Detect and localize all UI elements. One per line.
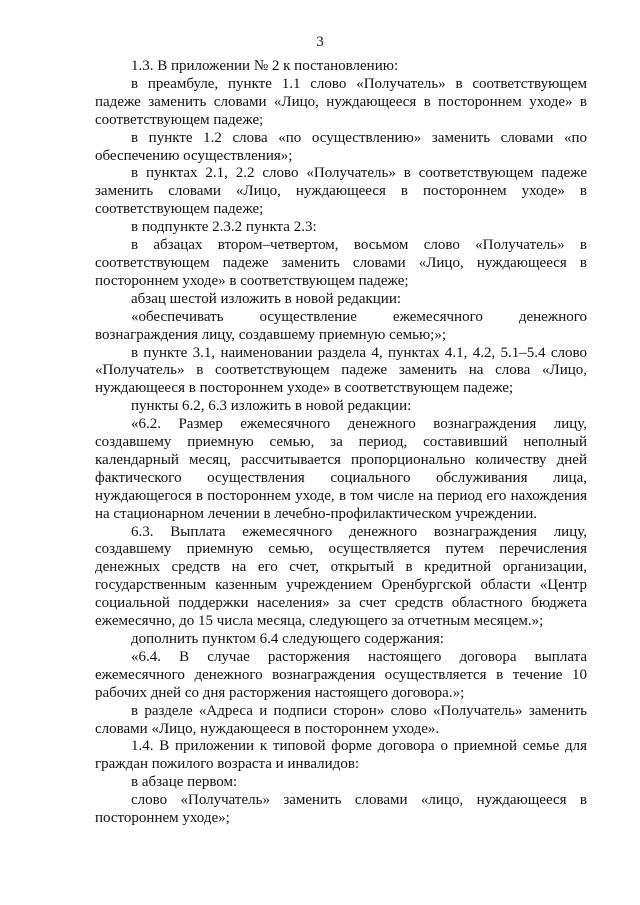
paragraph: в пунктах 2.1, 2.2 слово «Получатель» в соответствующем падеже заменить словами «Лицо, нуждающееся в постороннем уходе» в соответствующем падеже; xyxy=(95,165,587,218)
paragraph: «обеспечивать осуществление ежемесячного денежного вознаграждения лицу, создавшему приемную семью;»; xyxy=(95,308,587,343)
paragraph: в пункте 3.1, наименовании раздела 4, пунктах 4.1, 4.2, 5.1–5.4 слово «Получатель» в соответствующем падеже заменить на слова «Лицо, нуждающееся в постороннем уходе» в соответствующем падеже; xyxy=(95,344,587,397)
paragraph: 1.4. В приложении к типовой форме договора о приемной семье для граждан пожилого возраста и инвалидов: xyxy=(95,738,587,773)
paragraph: слово «Получатель» заменить словами «лицо, нуждающееся в постороннем уходе»; xyxy=(95,792,587,827)
paragraph: в абзацах втором–четвертом, восьмом слово «Получатель» в соответствующем падеже заменить словами «Лицо, нуждающееся в постороннем уходе» в соответствующем падеже; xyxy=(95,237,587,289)
paragraph: абзац шестой изложить в новой редакции: xyxy=(131,290,402,307)
paragraph: 1.3. В приложении № 2 к постановлению: xyxy=(131,58,399,74)
paragraph: пункты 6.2, 6.3 изложить в новой редакции: xyxy=(131,398,412,415)
paragraph: «6.2. Размер ежемесячного денежного вознаграждения лицу, создавшему приемную семью, за период, составивший неполный календарный месяц, рассчитывается пропорционально количеству дней фактического осуществления социального обслуживания лица, нуждающегося в постороннем уходе, в том числе на период его нахождения на стационарном лечении в лечебно-профилактическом учреждении. xyxy=(95,416,587,522)
page-number: 3 xyxy=(316,34,324,50)
paragraph: «6.4. В случае расторжения настоящего договора выплата ежемесячного денежного вознаграждения осуществляется в течение 10 рабочих дней со дня расторжения настоящего договора.»; xyxy=(95,648,587,701)
paragraph: в преамбуле, пункте 1.1 слово «Получатель» в соответствующем падеже заменить словами «Лицо, нуждающееся в постороннем уходе» в соответствующем падеже; xyxy=(95,75,587,128)
paragraph: 6.3. Выплата ежемесячного денежного вознаграждения лицу, создавшему приемную семью, осуществляется путем перечисления денежных средств на его счет, открытый в кредитной организации, государственным казенным учреждением Оренбургской области «Центр социальной поддержки населения» за счет средств областного бюджета ежемесячно, до 15 числа месяца, следующего за отчетным месяцем.»; xyxy=(95,523,587,630)
paragraph: в пункте 1.2 слова «по осуществлению» заменить словами «по обеспечению осуществления»; xyxy=(95,129,587,164)
paragraph: в подпункте 2.3.2 пункта 2.3: xyxy=(131,219,317,236)
paragraph: в абзаце первом: xyxy=(131,774,238,791)
paragraph: дополнить пунктом 6.4 следующего содержания: xyxy=(131,631,444,647)
paragraph: в разделе «Адреса и подписи сторон» слово «Получатель» заменить словами «Лицо, нуждающееся в постороннем уходе». xyxy=(95,702,587,737)
document-body xyxy=(95,58,587,828)
